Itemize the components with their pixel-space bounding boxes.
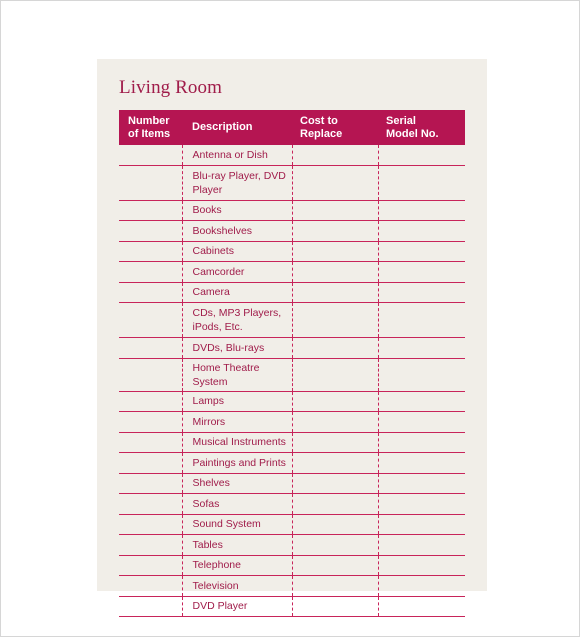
description-cell: DVD Player: [182, 596, 292, 617]
table-row: [119, 165, 465, 200]
description-cell: Books: [182, 200, 292, 221]
cost-to-replace-cell[interactable]: [292, 453, 378, 474]
cost-to-replace-cell[interactable]: [292, 576, 378, 597]
serial-model-no-cell[interactable]: [378, 555, 465, 576]
serial-model-no-cell[interactable]: [378, 391, 465, 412]
description-cell: Sound System: [182, 514, 292, 535]
table-row: [119, 453, 465, 474]
number-of-items-cell[interactable]: [119, 555, 182, 576]
description-cell: Cabinets: [182, 241, 292, 262]
table-row: [119, 473, 465, 494]
serial-model-no-cell[interactable]: [378, 338, 465, 359]
table-row: [119, 596, 465, 617]
number-of-items-cell[interactable]: [119, 412, 182, 433]
cost-to-replace-cell[interactable]: [292, 165, 378, 200]
cost-to-replace-cell[interactable]: [292, 282, 378, 303]
serial-model-no-cell[interactable]: [378, 303, 465, 338]
table-row: [119, 514, 465, 535]
cost-to-replace-cell[interactable]: [292, 596, 378, 617]
serial-model-no-cell[interactable]: [378, 596, 465, 617]
number-of-items-cell[interactable]: [119, 221, 182, 242]
serial-model-no-cell[interactable]: [378, 453, 465, 474]
header-serial-model-no: Serial Model No.: [378, 110, 465, 145]
serial-model-no-cell[interactable]: [378, 473, 465, 494]
cost-to-replace-cell[interactable]: [292, 555, 378, 576]
description-cell: Sofas: [182, 494, 292, 515]
number-of-items-cell[interactable]: [119, 241, 182, 262]
description-cell: Shelves: [182, 473, 292, 494]
table-row: [119, 262, 465, 283]
number-of-items-cell[interactable]: [119, 453, 182, 474]
number-of-items-cell[interactable]: [119, 145, 182, 165]
serial-model-no-cell[interactable]: [378, 494, 465, 515]
number-of-items-cell[interactable]: [119, 432, 182, 453]
number-of-items-cell[interactable]: [119, 262, 182, 283]
table-row: [119, 241, 465, 262]
serial-model-no-cell[interactable]: [378, 262, 465, 283]
table-row: [119, 535, 465, 556]
table-row: [119, 358, 465, 391]
serial-model-no-cell[interactable]: [378, 165, 465, 200]
cost-to-replace-cell[interactable]: [292, 514, 378, 535]
description-cell: Mirrors: [182, 412, 292, 433]
number-of-items-cell[interactable]: [119, 535, 182, 556]
table-row: [119, 145, 465, 165]
description-cell: Lamps: [182, 391, 292, 412]
table-row: [119, 282, 465, 303]
table-row: [119, 200, 465, 221]
table-row: [119, 494, 465, 515]
cost-to-replace-cell[interactable]: [292, 391, 378, 412]
number-of-items-cell[interactable]: [119, 576, 182, 597]
cost-to-replace-cell[interactable]: [292, 432, 378, 453]
table-header-row: [119, 110, 465, 145]
number-of-items-cell[interactable]: [119, 165, 182, 200]
serial-model-no-cell[interactable]: [378, 514, 465, 535]
description-cell: CDs, MP3 Players, iPods, Etc.: [182, 303, 292, 338]
cost-to-replace-cell[interactable]: [292, 358, 378, 391]
description-cell: Telephone: [182, 555, 292, 576]
serial-model-no-cell[interactable]: [378, 282, 465, 303]
cost-to-replace-cell[interactable]: [292, 221, 378, 242]
cost-to-replace-cell[interactable]: [292, 303, 378, 338]
description-cell: DVDs, Blu-rays: [182, 338, 292, 359]
inventory-table: [119, 110, 465, 617]
table-row: [119, 391, 465, 412]
cost-to-replace-cell[interactable]: [292, 473, 378, 494]
cost-to-replace-cell[interactable]: [292, 145, 378, 165]
description-cell: Paintings and Prints: [182, 453, 292, 474]
table-row: [119, 555, 465, 576]
cost-to-replace-cell[interactable]: [292, 412, 378, 433]
table-row: [119, 221, 465, 242]
description-cell: Antenna or Dish: [182, 145, 292, 165]
header-number-of-items: Number of Items: [119, 110, 182, 145]
description-cell: Blu-ray Player, DVD Player: [182, 165, 292, 200]
header-cost-to-replace: Cost to Replace: [292, 110, 378, 145]
section-title: Living Room: [119, 77, 222, 98]
serial-model-no-cell[interactable]: [378, 145, 465, 165]
serial-model-no-cell[interactable]: [378, 535, 465, 556]
serial-model-no-cell[interactable]: [378, 576, 465, 597]
description-cell: Tables: [182, 535, 292, 556]
description-cell: Bookshelves: [182, 221, 292, 242]
serial-model-no-cell[interactable]: [378, 412, 465, 433]
cost-to-replace-cell[interactable]: [292, 535, 378, 556]
number-of-items-cell[interactable]: [119, 473, 182, 494]
serial-model-no-cell[interactable]: [378, 221, 465, 242]
table-row: [119, 338, 465, 359]
number-of-items-cell[interactable]: [119, 391, 182, 412]
description-cell: Musical Instruments: [182, 432, 292, 453]
description-cell: Camcorder: [182, 262, 292, 283]
serial-model-no-cell[interactable]: [378, 200, 465, 221]
number-of-items-cell[interactable]: [119, 358, 182, 391]
number-of-items-cell[interactable]: [119, 338, 182, 359]
table-row: [119, 576, 465, 597]
cost-to-replace-cell[interactable]: [292, 338, 378, 359]
serial-model-no-cell[interactable]: [378, 432, 465, 453]
description-cell: Television: [182, 576, 292, 597]
inventory-sheet: [97, 59, 487, 613]
number-of-items-cell[interactable]: [119, 200, 182, 221]
header-description: Description: [182, 110, 292, 145]
description-cell: Camera: [182, 282, 292, 303]
number-of-items-cell[interactable]: [119, 494, 182, 515]
cost-to-replace-cell[interactable]: [292, 262, 378, 283]
cost-to-replace-cell[interactable]: [292, 494, 378, 515]
serial-model-no-cell[interactable]: [378, 241, 465, 262]
number-of-items-cell[interactable]: [119, 514, 182, 535]
number-of-items-cell[interactable]: [119, 596, 182, 617]
description-cell: Home Theatre System: [182, 358, 292, 391]
serial-model-no-cell[interactable]: [378, 358, 465, 391]
table-row: [119, 412, 465, 433]
cost-to-replace-cell[interactable]: [292, 200, 378, 221]
table-row: [119, 432, 465, 453]
number-of-items-cell[interactable]: [119, 303, 182, 338]
number-of-items-cell[interactable]: [119, 282, 182, 303]
cost-to-replace-cell[interactable]: [292, 241, 378, 262]
table-row: [119, 303, 465, 338]
